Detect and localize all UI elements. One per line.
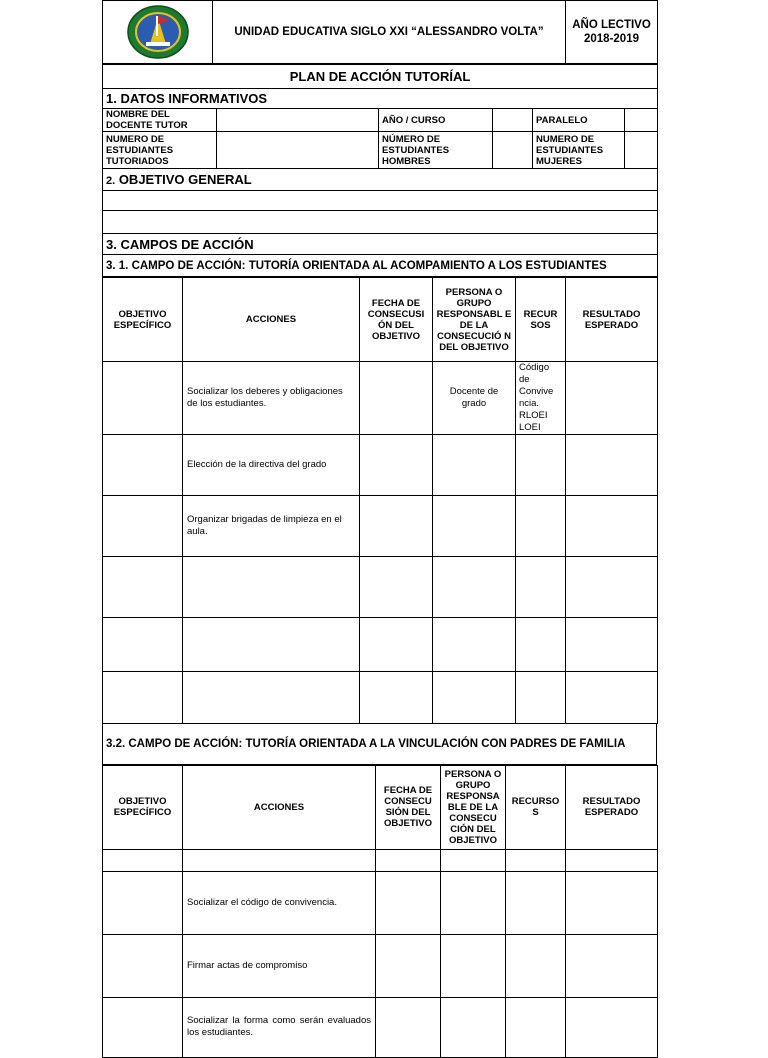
hombres-label: NÚMERO DE ESTUDIANTES HOMBRES	[379, 132, 493, 169]
section1-table	[102, 277, 658, 724]
objetivo-heading-num: 2.	[106, 175, 116, 187]
school-name: UNIDAD EDUCATIVA SIGLO XXI “ALESSANDRO VOLTA”	[213, 1, 566, 64]
docente-field[interactable]	[217, 109, 379, 132]
school-logo-icon	[126, 4, 190, 60]
blank-row	[103, 211, 658, 234]
col-objetivo-especifico: OBJETIVO ESPECÍFICO	[103, 765, 183, 849]
paralelo-label: PARALELO	[533, 109, 625, 132]
objetivo-cell[interactable]	[103, 557, 183, 618]
acciones-cell[interactable]	[183, 618, 360, 672]
col-acciones: ACCIONES	[183, 765, 376, 849]
objetivo-cell[interactable]	[103, 362, 183, 435]
acciones-cell: Socializar el código de convivencia.	[183, 871, 376, 934]
table-row	[103, 849, 658, 871]
fecha-cell[interactable]	[376, 997, 441, 1057]
objetivo-cell[interactable]	[103, 435, 183, 496]
datos-heading-text: DATOS INFORMATIVOS	[120, 91, 268, 106]
objetivo-field[interactable]	[103, 191, 658, 211]
fecha-cell[interactable]	[360, 557, 433, 618]
acciones-cell[interactable]	[183, 672, 360, 724]
fecha-cell[interactable]	[360, 362, 433, 435]
table-row	[103, 672, 658, 724]
school-year-label: AÑO LECTIVO	[572, 19, 651, 31]
curso-field[interactable]	[493, 109, 533, 132]
responsable-cell[interactable]	[441, 997, 506, 1057]
recursos-cell[interactable]	[506, 849, 566, 871]
acciones-cell: Socializar los deberes y obligaciones de los estudiantes.	[183, 362, 360, 435]
fecha-cell[interactable]	[360, 496, 433, 557]
section-heading-datos	[103, 89, 658, 109]
fecha-cell[interactable]	[360, 672, 433, 724]
resultado-cell[interactable]	[566, 362, 658, 435]
resultado-cell[interactable]	[566, 934, 658, 997]
curso-label: AÑO / CURSO	[379, 109, 493, 132]
section1-header-row	[103, 278, 658, 362]
section1-heading: 3. 1. CAMPO DE ACCIÓN: TUTORÍA ORIENTADA AL ACOMPAMIENTO A LOS ESTUDIANTES	[103, 255, 658, 277]
estudiantes-field[interactable]	[217, 132, 379, 169]
hombres-field[interactable]	[493, 132, 533, 169]
objetivo-cell[interactable]	[103, 871, 183, 934]
col-objetivo-especifico: OBJETIVO ESPECÍFICO	[103, 278, 183, 362]
section-heading-objetivo	[103, 169, 658, 191]
col-responsable: PERSONA O GRUPO RESPONSABL E DE LA CONSECUCIÓ N DEL OBJETIVO	[433, 278, 516, 362]
acciones-cell: Socializar la forma como serán evaluados los estudiantes.	[183, 997, 376, 1057]
document-title: PLAN DE ACCIÓN TUTORÍAL	[103, 65, 658, 89]
fecha-cell[interactable]	[360, 435, 433, 496]
acciones-cell[interactable]	[183, 849, 376, 871]
school-year-cell	[566, 1, 658, 64]
estudiantes-label: NUMERO DE ESTUDIANTES TUTORIADOS	[103, 132, 217, 169]
objetivo-cell[interactable]	[103, 618, 183, 672]
responsable-cell[interactable]	[441, 871, 506, 934]
responsable-cell: Docente de grado	[433, 362, 516, 435]
table-row	[103, 871, 658, 934]
recursos-cell[interactable]	[516, 435, 566, 496]
acciones-cell[interactable]	[183, 557, 360, 618]
fecha-cell[interactable]	[376, 934, 441, 997]
section-heading-campos: 3. CAMPOS DE ACCIÓN	[103, 234, 658, 255]
fecha-cell[interactable]	[376, 849, 441, 871]
recursos-cell[interactable]	[506, 871, 566, 934]
recursos-cell[interactable]	[506, 934, 566, 997]
recursos-cell[interactable]	[516, 557, 566, 618]
resultado-cell[interactable]	[566, 557, 658, 618]
section2-header-row	[103, 765, 658, 849]
col-resultado: RESULTADO ESPERADO	[566, 278, 658, 362]
col-responsable: PERSONA O GRUPO RESPONSA BLE DE LA CONSECU CIÓN DEL OBJETIVO	[441, 765, 506, 849]
col-fecha: FECHA DE CONSECUSI ÓN DEL OBJETIVO	[360, 278, 433, 362]
table-row	[103, 362, 658, 435]
acciones-cell: Elección de la directiva del grado	[183, 435, 360, 496]
table-row	[103, 997, 658, 1057]
resultado-cell[interactable]	[566, 997, 658, 1057]
recursos-cell[interactable]	[506, 997, 566, 1057]
objetivo-cell[interactable]	[103, 496, 183, 557]
paralelo-field[interactable]	[625, 109, 658, 132]
table-row	[103, 618, 658, 672]
section2-table	[102, 765, 658, 1058]
objetivo-cell[interactable]	[103, 997, 183, 1057]
responsable-cell[interactable]	[433, 435, 516, 496]
col-recursos: RECURSO S	[506, 765, 566, 849]
recursos-cell[interactable]	[516, 672, 566, 724]
acciones-cell: Organizar brigadas de limpieza en el aula.	[183, 496, 360, 557]
section2-heading: 3.2. CAMPO DE ACCIÓN: TUTORÍA ORIENTADA A LA VINCULACIÓN CON PADRES DE FAMILIA	[103, 724, 657, 764]
section2-heading-table	[102, 724, 657, 765]
mujeres-field[interactable]	[625, 132, 658, 169]
resultado-cell[interactable]	[566, 672, 658, 724]
resultado-cell[interactable]	[566, 849, 658, 871]
responsable-cell[interactable]	[433, 618, 516, 672]
logo-cell	[103, 1, 213, 64]
fecha-cell[interactable]	[376, 871, 441, 934]
docente-label: NOMBRE DEL DOCENTE TUTOR	[103, 109, 217, 132]
responsable-cell[interactable]	[433, 557, 516, 618]
document-sheet	[102, 0, 657, 1058]
resultado-cell[interactable]	[566, 496, 658, 557]
fecha-cell[interactable]	[360, 618, 433, 672]
resultado-cell[interactable]	[566, 871, 658, 934]
objetivo-cell[interactable]	[103, 849, 183, 871]
col-acciones: ACCIONES	[183, 278, 360, 362]
col-recursos: RECUR SOS	[516, 278, 566, 362]
responsable-cell[interactable]	[433, 496, 516, 557]
table-row	[103, 557, 658, 618]
datos-heading-num: 1.	[106, 91, 117, 106]
responsable-cell[interactable]	[433, 672, 516, 724]
header-table	[102, 0, 658, 64]
objetivo-cell[interactable]	[103, 934, 183, 997]
table-row	[103, 934, 658, 997]
mujeres-label: NUMERO DE ESTUDIANTES MUJERES	[533, 132, 625, 169]
col-resultado: RESULTADO ESPERADO	[566, 765, 658, 849]
resultado-cell[interactable]	[566, 618, 658, 672]
responsable-cell[interactable]	[441, 849, 506, 871]
school-year-value: 2018-2019	[584, 33, 639, 45]
objetivo-heading-text: OBJETIVO GENERAL	[118, 172, 252, 187]
recursos-cell[interactable]	[516, 496, 566, 557]
resultado-cell[interactable]	[566, 435, 658, 496]
objetivo-cell[interactable]	[103, 672, 183, 724]
acciones-cell: Firmar actas de compromiso	[183, 934, 376, 997]
recursos-cell[interactable]	[516, 618, 566, 672]
datos-table	[102, 64, 658, 277]
table-row	[103, 496, 658, 557]
recursos-cell: Código de Convive ncia. RLOEI LOEI	[516, 362, 566, 435]
responsable-cell[interactable]	[441, 934, 506, 997]
col-fecha: FECHA DE CONSECU SIÓN DEL OBJETIVO	[376, 765, 441, 849]
table-row	[103, 435, 658, 496]
